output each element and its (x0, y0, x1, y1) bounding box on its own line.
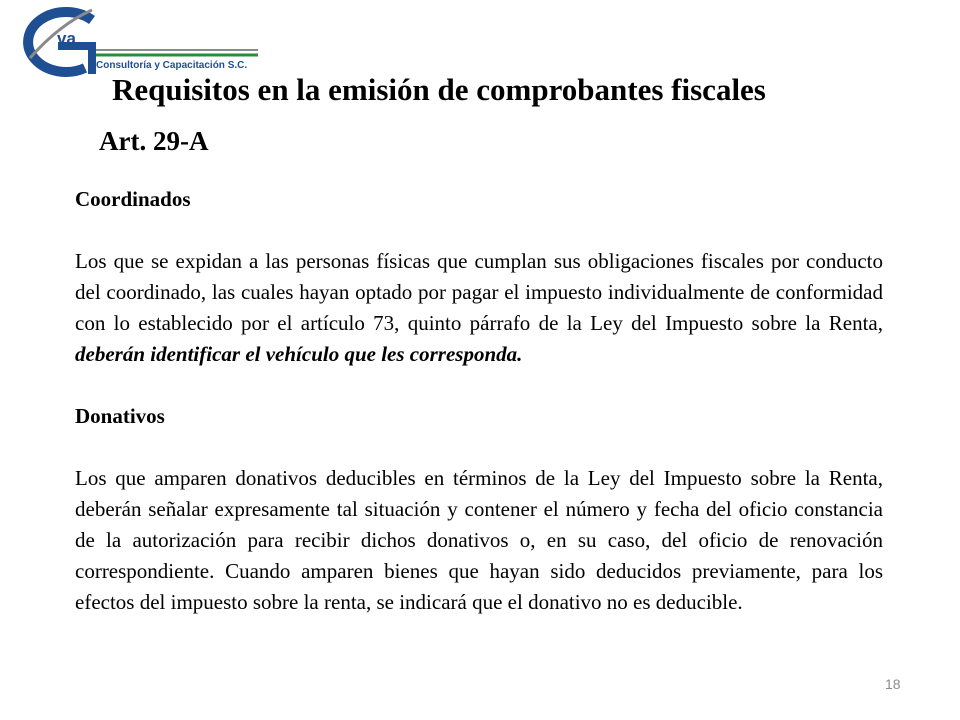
spacer (75, 432, 883, 463)
spacer (75, 370, 883, 401)
page-title: Requisitos en la emisión de comprobantes fiscales (112, 72, 766, 107)
section-paragraph-coordinados (75, 246, 883, 370)
section-paragraph-donativos: Los que amparen donativos deducibles en términos de la Ley del Impuesto sobre la Renta, deberán señalar expresamente tal situación y contener el número y fecha del oficio constancia de la autorización para recibir dichos donativos o, en su caso, del oficio de renovación correspondiente. Cuando amparen bienes que hayan sido deducidos previamente, para los efectos del impuesto sobre la renta, se indicará que el donativo no es deducible. (75, 466, 883, 614)
page-number: 18 (885, 676, 901, 692)
paragraph-emphasis: deberán identificar el vehículo que les corresponda. (75, 342, 523, 366)
spacer (75, 215, 883, 246)
paragraph-text: Los que se expidan a las personas físicas que cumplan sus obligaciones fiscales por conducto del coordinado, las cuales hayan optado por pagar el impuesto individualmente de conformidad con lo establecido por el artículo 73, quinto párrafo de la Ley del Impuesto sobre la Renta, (75, 249, 883, 335)
section-heading-donativos: Donativos (75, 404, 165, 428)
logo-mark-text: va (57, 29, 76, 48)
company-logo (0, 0, 270, 80)
section-heading-coordinados: Coordinados (75, 187, 191, 211)
logo-company-name: Consultoría y Capacitación S.C. (96, 60, 248, 71)
main-content (75, 184, 883, 618)
page-subtitle: Art. 29-A (99, 126, 209, 156)
